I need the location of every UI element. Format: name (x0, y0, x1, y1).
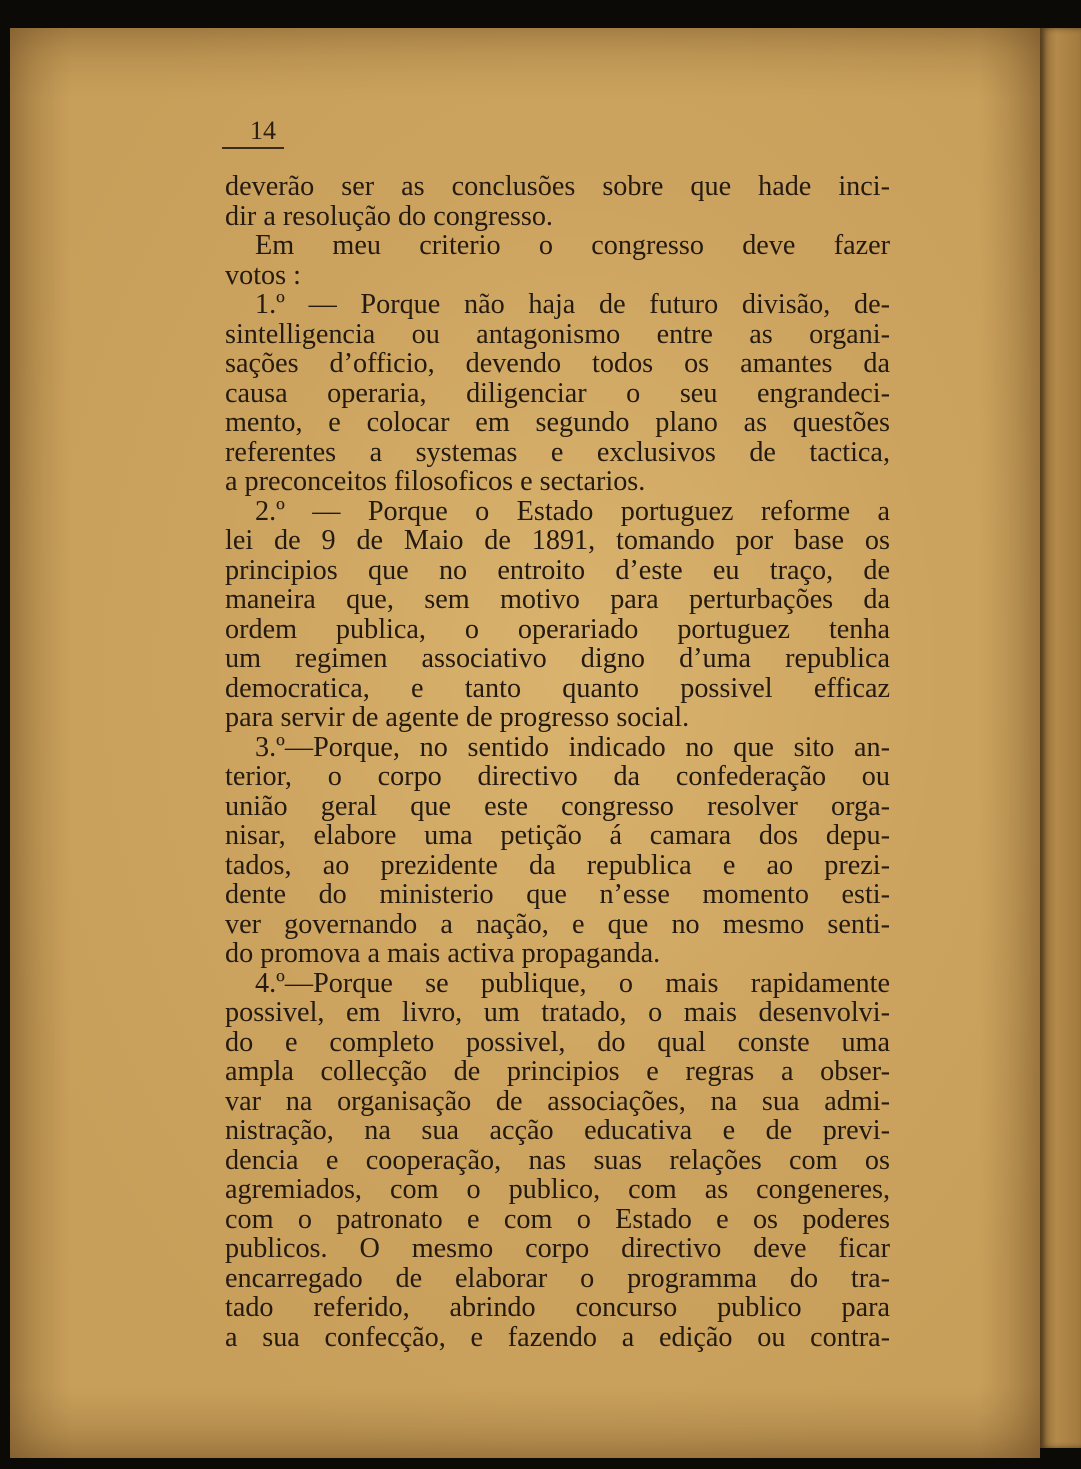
text-line: a preconceitos filosoficos e sectarios. (225, 466, 646, 497)
text-line: terior, o corpo directivo da confederação ou (225, 761, 890, 792)
text-line: sações d’officio, devendo todos os amantes da (225, 348, 890, 379)
text-line: a sua confecção, e fazendo a edição ou contra- (225, 1321, 890, 1353)
page-number: 14 (250, 116, 276, 145)
text-line: agremiados, com o publico, com as congeneres, (225, 1174, 890, 1205)
text-line: nistração, na sua acção educativa e de previ- (225, 1115, 890, 1146)
text-line: 3.º—Porque, no sentido indicado no que sito an- (255, 731, 890, 763)
text-line: ampla collecção de principios e regras a obser- (225, 1056, 890, 1087)
text-line: nisar, elabore uma petição á camara dos depu- (225, 820, 890, 851)
text-line: um regimen associativo digno d’uma republica (225, 643, 890, 674)
adjacent-page-edge (1040, 28, 1081, 1448)
text-line: 2.º — Porque o Estado portuguez reforme a (255, 495, 890, 527)
text-line: união geral que este congresso resolver orga- (225, 790, 890, 822)
page-number-rule (222, 147, 284, 149)
body-text (225, 172, 890, 1352)
text-line: dencia e cooperação, nas suas relações com os (225, 1144, 890, 1176)
text-line: mento, e colocar em segundo plano as questões (225, 407, 890, 438)
text-line: para servir de agente de progresso social. (225, 702, 690, 733)
text-line: dir a resolução do congresso. (225, 200, 553, 232)
text-line: tado referido, abrindo concurso publico para (225, 1292, 890, 1323)
text-line: democratica, e tanto quanto possivel efficaz (225, 672, 890, 704)
text-line: 1.º — Porque não haja de futuro divisão, de- (255, 289, 890, 320)
text-line: deverão ser as conclusões sobre que hade inci- (225, 171, 890, 202)
text-line: 4.º—Porque se publique, o mais rapidamente (255, 967, 890, 999)
text-line: Em meu criterio o congresso deve fazer (255, 230, 890, 261)
text-line: votos : (225, 259, 301, 291)
text-line: causa operaria, diligenciar o seu engrandeci- (225, 377, 890, 409)
text-line: var na organisação de associações, na sua admi- (225, 1085, 890, 1117)
text-line: com o patronato e com o Estado e os poderes (225, 1203, 890, 1235)
text-line: ver governando a nação, e que no mesmo senti- (225, 908, 890, 940)
text-line: dente do ministerio que n’esse momento esti- (225, 879, 890, 910)
text-line: do e completo possivel, do qual conste uma (225, 1026, 890, 1058)
text-line: sintelligencia ou antagonismo entre as organi- (225, 318, 890, 350)
text-line: principios que no entroito d’este eu traço, de (225, 554, 890, 586)
text-line: possivel, em livro, um tratado, o mais desenvolvi- (225, 997, 890, 1028)
text-line: do promova a mais activa propaganda. (225, 938, 661, 969)
text-line: maneira que, sem motivo para perturbações da (225, 584, 890, 615)
text-line: lei de 9 de Maio de 1891, tomando por base os (225, 525, 890, 556)
text-line: tados, ao prezidente da republica e ao prezi- (225, 849, 890, 881)
text-line: encarregado de elaborar o programma do tra- (225, 1262, 890, 1294)
text-line: referentes a systemas e exclusivos de tactica, (225, 436, 890, 468)
text-line: ordem publica, o operariado portuguez tenha (225, 613, 890, 645)
text-line: publicos. O mesmo corpo directivo deve ficar (225, 1233, 890, 1264)
